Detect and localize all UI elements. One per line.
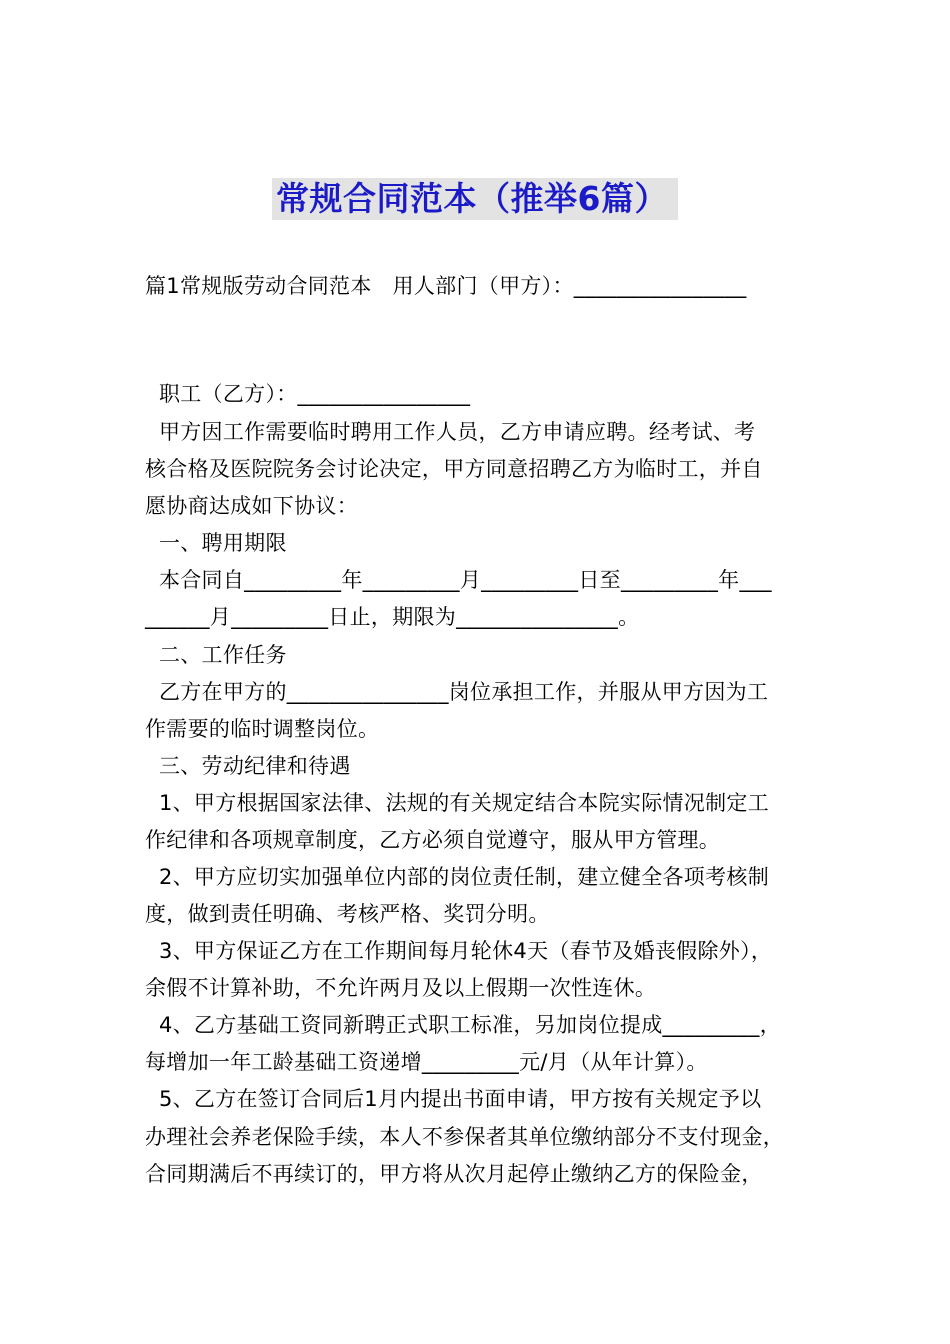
paragraph-line: 作需要的临时调整岗位。	[145, 717, 380, 741]
paragraph-line: 度，做到责任明确、考核严格、奖罚分明。	[145, 902, 550, 926]
paragraph-line: 4、乙方基础工资同新聘正式职工标准，另加岗位提成_________，	[145, 1013, 782, 1037]
paragraph-line: 本合同自_________年_________月_________日至_________年___	[145, 568, 772, 592]
paragraph-line: 办理社会养老保险手续，本人不参保者其单位缴纳部分不支付现金，	[145, 1125, 784, 1149]
paragraph-line: 1、甲方根据国家法律、法规的有关规定结合本院实际情况制定工	[145, 791, 770, 815]
paragraph-line: ______月_________日止，期限为_______________。	[145, 605, 640, 629]
paragraph-line: 每增加一年工龄基础工资递增_________元/月（从年计算）。	[145, 1050, 708, 1074]
paragraph-line: 乙方在甲方的_______________岗位承担工作，并服从甲方因为工	[145, 680, 769, 704]
paragraph-line: 2、甲方应切实加强单位内部的岗位责任制，建立健全各项考核制	[145, 865, 770, 889]
paragraph-line: 余假不计算补助，不允许两月及以上假期一次性连休。	[145, 976, 657, 1000]
employee-line: 职工（乙方）：________________	[145, 382, 471, 406]
clause-heading: 一、聘用期限	[145, 531, 287, 555]
section-heading-line: 篇1常规版劳动合同范本 用人部门（甲方）：________________	[145, 274, 747, 298]
paragraph-line: 甲方因工作需要临时聘用工作人员，乙方申请应聘。经考试、考	[145, 420, 756, 444]
title-container	[0, 178, 950, 220]
paragraph-line: 愿协商达成如下协议：	[145, 494, 358, 518]
paragraph-line: 3、甲方保证乙方在工作期间每月轮休4天（春节及婚丧假除外），	[145, 939, 773, 963]
paragraph-line: 合同期满后不再续订的，甲方将从次月起停止缴纳乙方的保险金，	[145, 1162, 763, 1186]
paragraph-line: 5、乙方在签订合同后1月内提出书面申请，甲方按有关规定予以	[145, 1087, 762, 1111]
clause-heading: 三、劳动纪律和待遇	[145, 754, 351, 778]
document-title: 常规合同范本（推举6篇）	[272, 178, 678, 220]
clause-heading: 二、工作任务	[145, 643, 287, 667]
paragraph-line: 作纪律和各项规章制度，乙方必须自觉遵守，服从甲方管理。	[145, 828, 721, 852]
paragraph-line: 核合格及医院院务会讨论决定，甲方同意招聘乙方为临时工，并自	[145, 457, 763, 481]
